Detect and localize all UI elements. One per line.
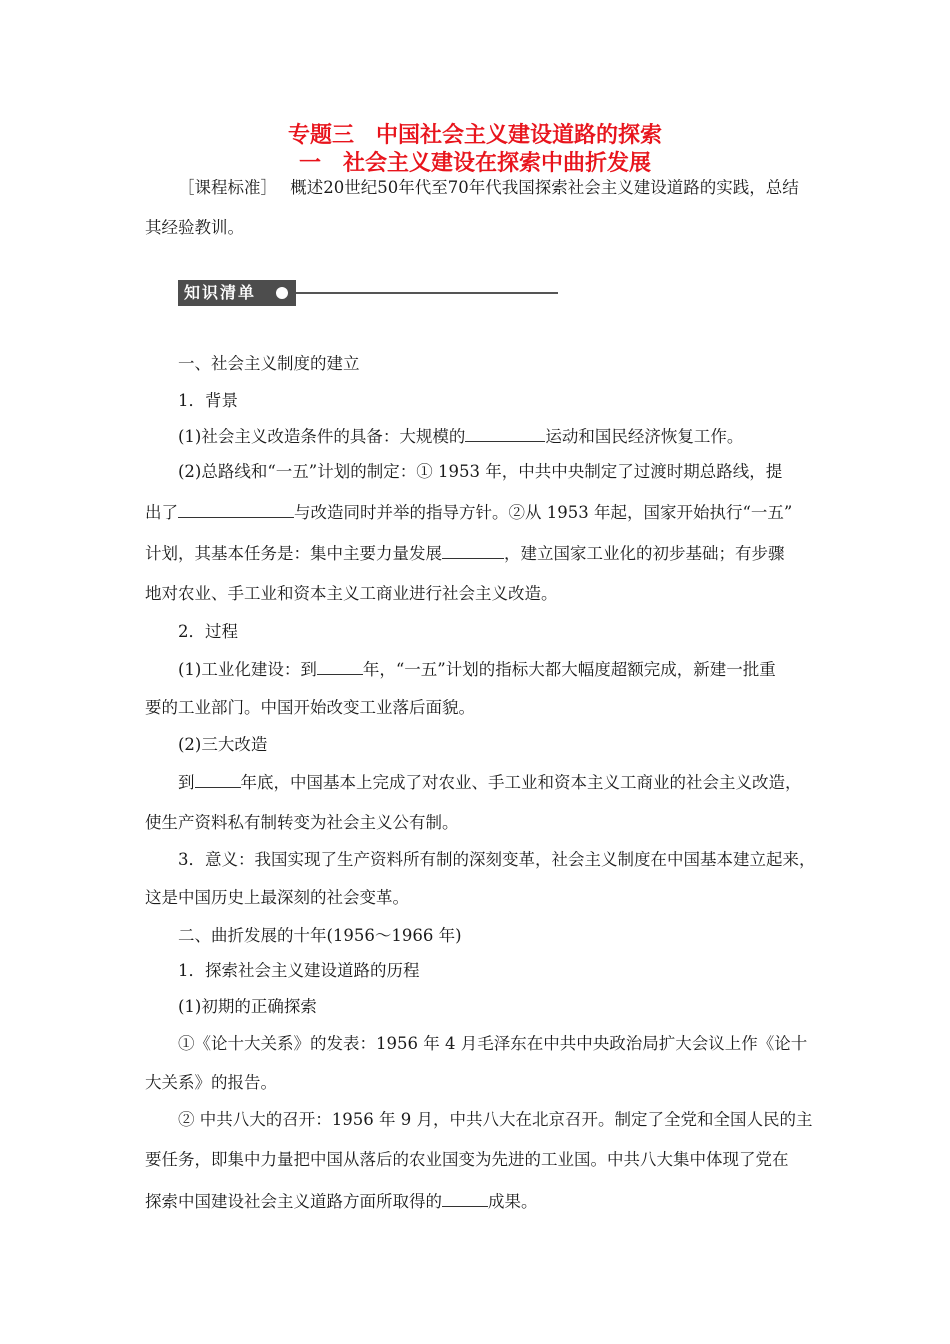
- section-1-item-2: 2．过程: [178, 622, 238, 641]
- section-1-heading: 一、社会主义制度的建立: [178, 354, 360, 373]
- badge-divider: [296, 292, 558, 294]
- paragraph-2-line-1: (2)总路线和“一五”计划的制定：① 1953 年，中共中央制定了过渡时期总路线，提: [178, 462, 783, 481]
- lesson-title: 一 社会主义建设在探索中曲折发展: [298, 151, 651, 176]
- knowledge-list-badge: [178, 280, 296, 306]
- text-span: 出了: [145, 503, 178, 522]
- paragraph-2-line-4: 地对农业、手工业和资本主义工商业进行社会主义改造。: [145, 584, 558, 603]
- paragraph-4-line-2: 使生产资料私有制转变为社会主义公有制。: [145, 813, 459, 832]
- badge-label: 知识清单: [184, 283, 257, 302]
- document-title: 专题三 中国社会主义建设道路的探索: [287, 123, 662, 148]
- badge-dot-icon: [276, 287, 288, 299]
- paragraph-1: [178, 424, 858, 449]
- paragraph-2-line-2: [145, 500, 825, 525]
- paragraph-6-line-2: 大关系》的报告。: [145, 1073, 277, 1092]
- text-span: (1)社会主义改造条件的具备：大规模的: [178, 427, 466, 446]
- fill-blank: [465, 424, 545, 442]
- paragraph-3-line-1: [178, 657, 858, 682]
- paragraph-6-line-1: ①《论十大关系》的发表：1956 年 4 月毛泽东在中共中央政治局扩大会议上作《论十: [178, 1034, 808, 1053]
- text-span: 探索中国建设社会主义道路方面所取得的: [145, 1192, 442, 1211]
- text-span: 年底，中国基本上完成了对农业、手工业和资本主义工商业的社会主义改造，: [240, 773, 802, 792]
- paragraph-4-line-1: [178, 770, 858, 795]
- fill-blank: [442, 1189, 488, 1207]
- text-span: 计划，其基本任务是：集中主要力量发展: [145, 544, 442, 563]
- paragraph-7-line-1: ② 中共八大的召开：1956 年 9 月，中共八大在北京召开。制定了全党和全国人民的主: [178, 1110, 813, 1129]
- text-span: 成果。: [488, 1192, 538, 1211]
- text-span: 运动和国民经济恢复工作。: [545, 427, 744, 446]
- text-span: 年，“一五”计划的指标大都大幅度超额完成，新建一批重: [362, 660, 776, 679]
- fill-blank: [195, 770, 241, 788]
- course-standard-text: 概述20世纪50年代至70年代我国探索社会主义建设道路的实践，总结: [290, 178, 799, 197]
- paragraph-5-line-1: 3．意义：我国实现了生产资料所有制的深刻变革，社会主义制度在中国基本建立起来，: [178, 850, 816, 869]
- paragraph-3-line-2: 要的工业部门。中国开始改变工业落后面貌。: [145, 698, 475, 717]
- section-2-heading: 二、曲折发展的十年(1956～1966 年): [178, 926, 462, 945]
- text-span: ，建立国家工业化的初步基础；有步骤: [504, 544, 785, 563]
- paragraph-7-line-3: [145, 1189, 825, 1214]
- text-span: 与改造同时并举的指导方针。②从 1953 年起，国家开始执行“一五”: [294, 503, 793, 522]
- fill-blank: [317, 657, 363, 675]
- course-standard-line-2: 其经验教训。: [145, 218, 244, 237]
- course-standard-label: ［课程标准］: [178, 178, 277, 197]
- fill-blank: [178, 500, 294, 518]
- paragraph-7-line-2: 要任务，即集中力量把中国从落后的农业国变为先进的工业国。中共八大集中体现了党在: [145, 1150, 789, 1169]
- section-2-subitem-1: (1)初期的正确探索: [178, 997, 317, 1016]
- paragraph-2-line-3: [145, 541, 825, 566]
- text-span: (1)工业化建设：到: [178, 660, 317, 679]
- paragraph-4-heading: (2)三大改造: [178, 735, 268, 754]
- section-1-item-1: 1．背景: [178, 391, 238, 410]
- text-span: 到: [178, 773, 195, 792]
- section-2-item-1: 1．探索社会主义建设道路的历程: [178, 961, 420, 980]
- course-standard-line-1: [178, 176, 858, 200]
- fill-blank: [442, 541, 504, 559]
- paragraph-5-line-2: 这是中国历史上最深刻的社会变革。: [145, 888, 409, 907]
